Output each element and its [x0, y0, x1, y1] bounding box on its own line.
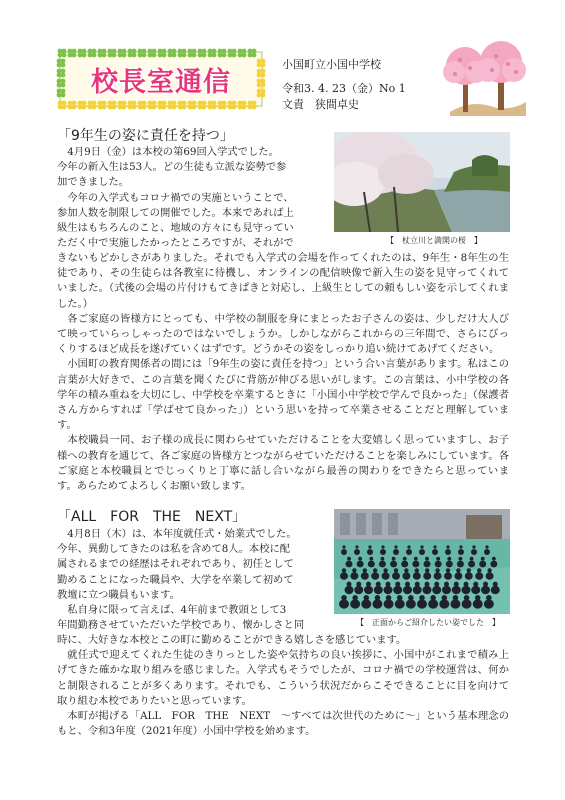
student-head [419, 595, 425, 601]
section1-para2-cont [57, 206, 329, 252]
student-head [373, 568, 377, 572]
text-line: 今年の入学式もコロナ禍での実施ということで、 [67, 191, 294, 204]
student-figure [406, 599, 416, 608]
student-figure [395, 599, 405, 608]
student-figure [413, 586, 422, 594]
issue-date: 令和3. 4. 23（金）No 1 [282, 82, 406, 95]
student-head [376, 582, 381, 587]
student-figure [346, 561, 353, 568]
student-head [395, 582, 400, 587]
student-figure [357, 561, 364, 568]
student-head [481, 557, 485, 561]
student-head [368, 545, 371, 548]
section1-para1 [57, 145, 329, 160]
student-figure [462, 586, 471, 594]
student-head [366, 582, 371, 587]
section1-heading: 「9年生の姿に責任を持つ」 [57, 128, 234, 144]
student-head [464, 595, 470, 601]
section2-body [57, 633, 509, 739]
student-head [394, 545, 397, 548]
student-figure [402, 572, 410, 580]
text-line: 今年の新入生は53人。どの生徒も立派な姿勢で参 [57, 161, 287, 174]
section1-para2 [57, 191, 329, 206]
student-figure [367, 549, 373, 555]
section2-heading: 「ALL FOR THE NEXT」 [57, 509, 247, 525]
banner-title: 校長室通信 [91, 66, 231, 98]
section2-para3: 就任式で迎えてくれた生徒のきりっとした姿や気持ちの良い挨拶に、小国中がこれまで積み上げてきた確かな取り組みを感じました。入学式もそうでしたが、コロナ禍での学校運営は、何かと制限されることが多くあります。それでも、こういう状況だからこそできることに目を向けて取り組む本校でありたいと思っています。 [57, 649, 509, 707]
student-head [404, 568, 408, 572]
student-head [456, 568, 460, 572]
student-head [477, 568, 481, 572]
student-figure [371, 572, 379, 580]
student-figure [341, 549, 347, 555]
section2-para2 [57, 603, 329, 618]
section1-intro [57, 145, 329, 251]
student-figure [491, 586, 500, 594]
student-head [430, 595, 436, 601]
student-figure [435, 561, 442, 568]
text-line: 私自身に限って言えば、4年前まで教頭として3 [67, 604, 287, 617]
student-figure [432, 586, 441, 594]
text-line: 属されるまでの経歴はそれぞれであり、初任として [57, 558, 294, 571]
student-figure [484, 599, 494, 608]
photo-river-sakura [334, 132, 510, 232]
student-figure [417, 599, 427, 608]
student-head [347, 582, 352, 587]
student-head [473, 582, 478, 587]
student-head [433, 545, 436, 548]
student-figure [361, 599, 371, 608]
student-figure [468, 561, 475, 568]
student-figure [350, 599, 360, 608]
text-line: 級生はもちろんのこと、地域の方々にも見守ってい [57, 222, 294, 235]
student-figure [424, 561, 431, 568]
student-head [446, 545, 449, 548]
student-head [486, 595, 492, 601]
student-head [464, 582, 469, 587]
student-figure [475, 572, 483, 580]
student-head [381, 545, 384, 548]
student-head [342, 545, 345, 548]
section2-para2-rest: 時に、大好きな本校とこの町に勤めることができる嬉しさを感じています。 [57, 634, 407, 646]
student-figure [379, 561, 386, 568]
text-line: 年間勤務させていただいた学校であり、懐かしさと同 [57, 619, 305, 632]
student-figure [439, 599, 449, 608]
student-head [394, 568, 398, 572]
student-figure [445, 549, 451, 555]
student-figure [454, 572, 462, 580]
section1-para1-cont [57, 160, 329, 190]
student-head [397, 595, 403, 601]
student-figure [450, 599, 460, 608]
student-figure [490, 561, 497, 568]
student-figure [412, 561, 419, 568]
section1-para3: 各ご家庭の皆様方にとっても、中学校の制服を身にまとったお子さんの姿は、少しだけ大人びて映っていらっしゃったのではないでしょうか。しかしながらこれからの三年間で、さらにびっくりするほど成長を遂げていくはずです。どうかその姿をしっかり追い続けてあげてください。 [57, 312, 509, 356]
section2-para1 [57, 527, 329, 542]
student-head [415, 582, 420, 587]
student-figure [423, 572, 431, 580]
student-figure [423, 586, 432, 594]
section2-intro [57, 527, 329, 633]
student-head [386, 595, 392, 601]
student-head [492, 557, 496, 561]
student-figure [452, 586, 461, 594]
student-head [375, 595, 381, 601]
student-head [352, 568, 356, 572]
student-figure [401, 561, 408, 568]
student-head [425, 557, 429, 561]
student-figure [345, 586, 354, 594]
photo-opening-ceremony [334, 509, 510, 614]
student-figure [444, 572, 452, 580]
student-figure [413, 572, 421, 580]
student-head [358, 557, 362, 561]
student-head [446, 568, 450, 572]
student-figure [471, 586, 480, 594]
student-figure [458, 549, 464, 555]
student-figure [462, 599, 472, 608]
photo-caption-1: 【 杖立川と満開の桜 】 [386, 236, 482, 245]
student-head [487, 568, 491, 572]
student-head [408, 595, 414, 601]
student-figure [384, 586, 393, 594]
student-figure [428, 599, 438, 608]
student-figure [486, 572, 494, 580]
text-line: 今年、異動してきたのは私を含めて8人。本校に配 [57, 543, 291, 556]
student-head [363, 568, 367, 572]
student-figure [403, 586, 412, 594]
student-figure [434, 572, 442, 580]
student-figure [364, 586, 373, 594]
student-head [425, 582, 430, 587]
student-head [493, 582, 498, 587]
student-head [459, 545, 462, 548]
student-head [435, 568, 439, 572]
section1-para5: 本校職員一同、お子様の成長に関わらせていただけることを大変嬉しく思っていますし、お子様への教育を通じて、各ご家庭の皆様方とつながらせていただけることを楽しみにしています。各ご家庭と本校職員とでじっくりと丁寧に話し合いながら最善の関わりをできたらと思っています。あらためてよろしくお願い致します。 [57, 434, 509, 493]
student-figure [479, 561, 486, 568]
student-figure [457, 561, 464, 568]
student-figure [350, 572, 358, 580]
student-head [444, 582, 449, 587]
student-head [356, 582, 361, 587]
student-figure [481, 586, 490, 594]
student-figure [361, 572, 369, 580]
student-head [414, 557, 418, 561]
student-head [392, 557, 396, 561]
text-line: ただく中で実施したかったところですが、それがで [57, 237, 294, 250]
text-line: 教壇に立つ職員もいます。 [57, 588, 180, 601]
school-name: 小国町立小国中学校 [282, 58, 381, 71]
student-head [485, 545, 488, 548]
student-figure [340, 572, 348, 580]
section1-body [57, 251, 509, 494]
student-head [341, 595, 347, 601]
cherry-blossom-tree-icon [430, 40, 530, 120]
student-figure [406, 549, 412, 555]
student-head [347, 557, 351, 561]
student-figure [442, 586, 451, 594]
section2-para1-cont [57, 542, 329, 603]
student-head [405, 582, 410, 587]
student-head [342, 568, 346, 572]
student-figure [382, 572, 390, 580]
student-figure [354, 586, 363, 594]
text-line: 参加人数を制限しての開催でした。本来であれば上 [57, 206, 294, 219]
student-figure [446, 561, 453, 568]
student-head [383, 568, 387, 572]
student-head [453, 595, 459, 601]
text-line: 4月9日（金）は本校の第69回入学式でした。 [67, 146, 279, 158]
student-figure [392, 572, 400, 580]
student-head [467, 568, 471, 572]
student-head [425, 568, 429, 572]
student-figure [339, 599, 349, 608]
student-head [420, 545, 423, 548]
student-head [441, 595, 447, 601]
student-head [447, 557, 451, 561]
student-figure [372, 599, 382, 608]
student-figure [374, 586, 383, 594]
author: 文責 狭間卓史 [282, 98, 359, 111]
student-head [472, 545, 475, 548]
section2-para4: 本町が掲げる「ALL FOR THE NEXT 〜すべては次世代のために〜」という基本理念のもと、令和3年度（2021年度）小国中学校を始めます。 [57, 710, 509, 738]
student-figure [380, 549, 386, 555]
student-figure [354, 549, 360, 555]
student-figure [384, 599, 394, 608]
text-line: 4月8日（木）は、本年度就任式・始業式でした。 [67, 528, 297, 540]
student-head [459, 557, 463, 561]
student-head [381, 557, 385, 561]
student-head [483, 582, 488, 587]
student-figure [393, 586, 402, 594]
student-head [454, 582, 459, 587]
student-head [470, 557, 474, 561]
section1-para4: 小国町の教育関係者の間には「9年生の姿に責任を持つ」という合い言葉があります。私はこの言葉が大好きで、この言葉を聞くたびに背筋が伸びる思いがします。この言葉は、小中学校の各学年の積み重ねを大切にし、中学校を卒業するときに「小国小中学校で学んで良かった」（保護者さん方からすれば「学ばせて良かった」）という思いを持って卒業させることだと理解しています。 [57, 358, 509, 432]
student-head [436, 557, 440, 561]
student-head [352, 595, 358, 601]
student-head [403, 557, 407, 561]
student-head [407, 545, 410, 548]
photo-caption-2: 【 正面からご紹介したい姿でした 】 [356, 618, 500, 627]
student-figure [419, 549, 425, 555]
student-figure [390, 561, 397, 568]
student-figure [465, 572, 473, 580]
text-line: 加できました。 [57, 176, 130, 189]
student-head [386, 582, 391, 587]
student-figure [484, 549, 490, 555]
section1-para2-rest: きないもどかしさがありました。それでも入学式の会場を作ってくれたのは、9年生・8年生の生徒であり、その生徒らは各教室に待機し、オンラインの配信映像で新入生の姿を見守ってくれていました。（式後の会場の片付けもてきぱきと対応し、上級生としての頼もしい姿を示してくれました。） [57, 252, 509, 310]
section2-para2-cont [57, 618, 329, 633]
student-figure [473, 599, 483, 608]
text-line: 勤めることになった職員や、大学を卒業して初めて [57, 573, 294, 586]
student-head [475, 595, 481, 601]
student-figure [471, 549, 477, 555]
student-head [369, 557, 373, 561]
student-figure [393, 549, 399, 555]
student-head [363, 595, 369, 601]
student-head [355, 545, 358, 548]
student-figure [368, 561, 375, 568]
student-head [434, 582, 439, 587]
student-figure [432, 549, 438, 555]
student-head [415, 568, 419, 572]
